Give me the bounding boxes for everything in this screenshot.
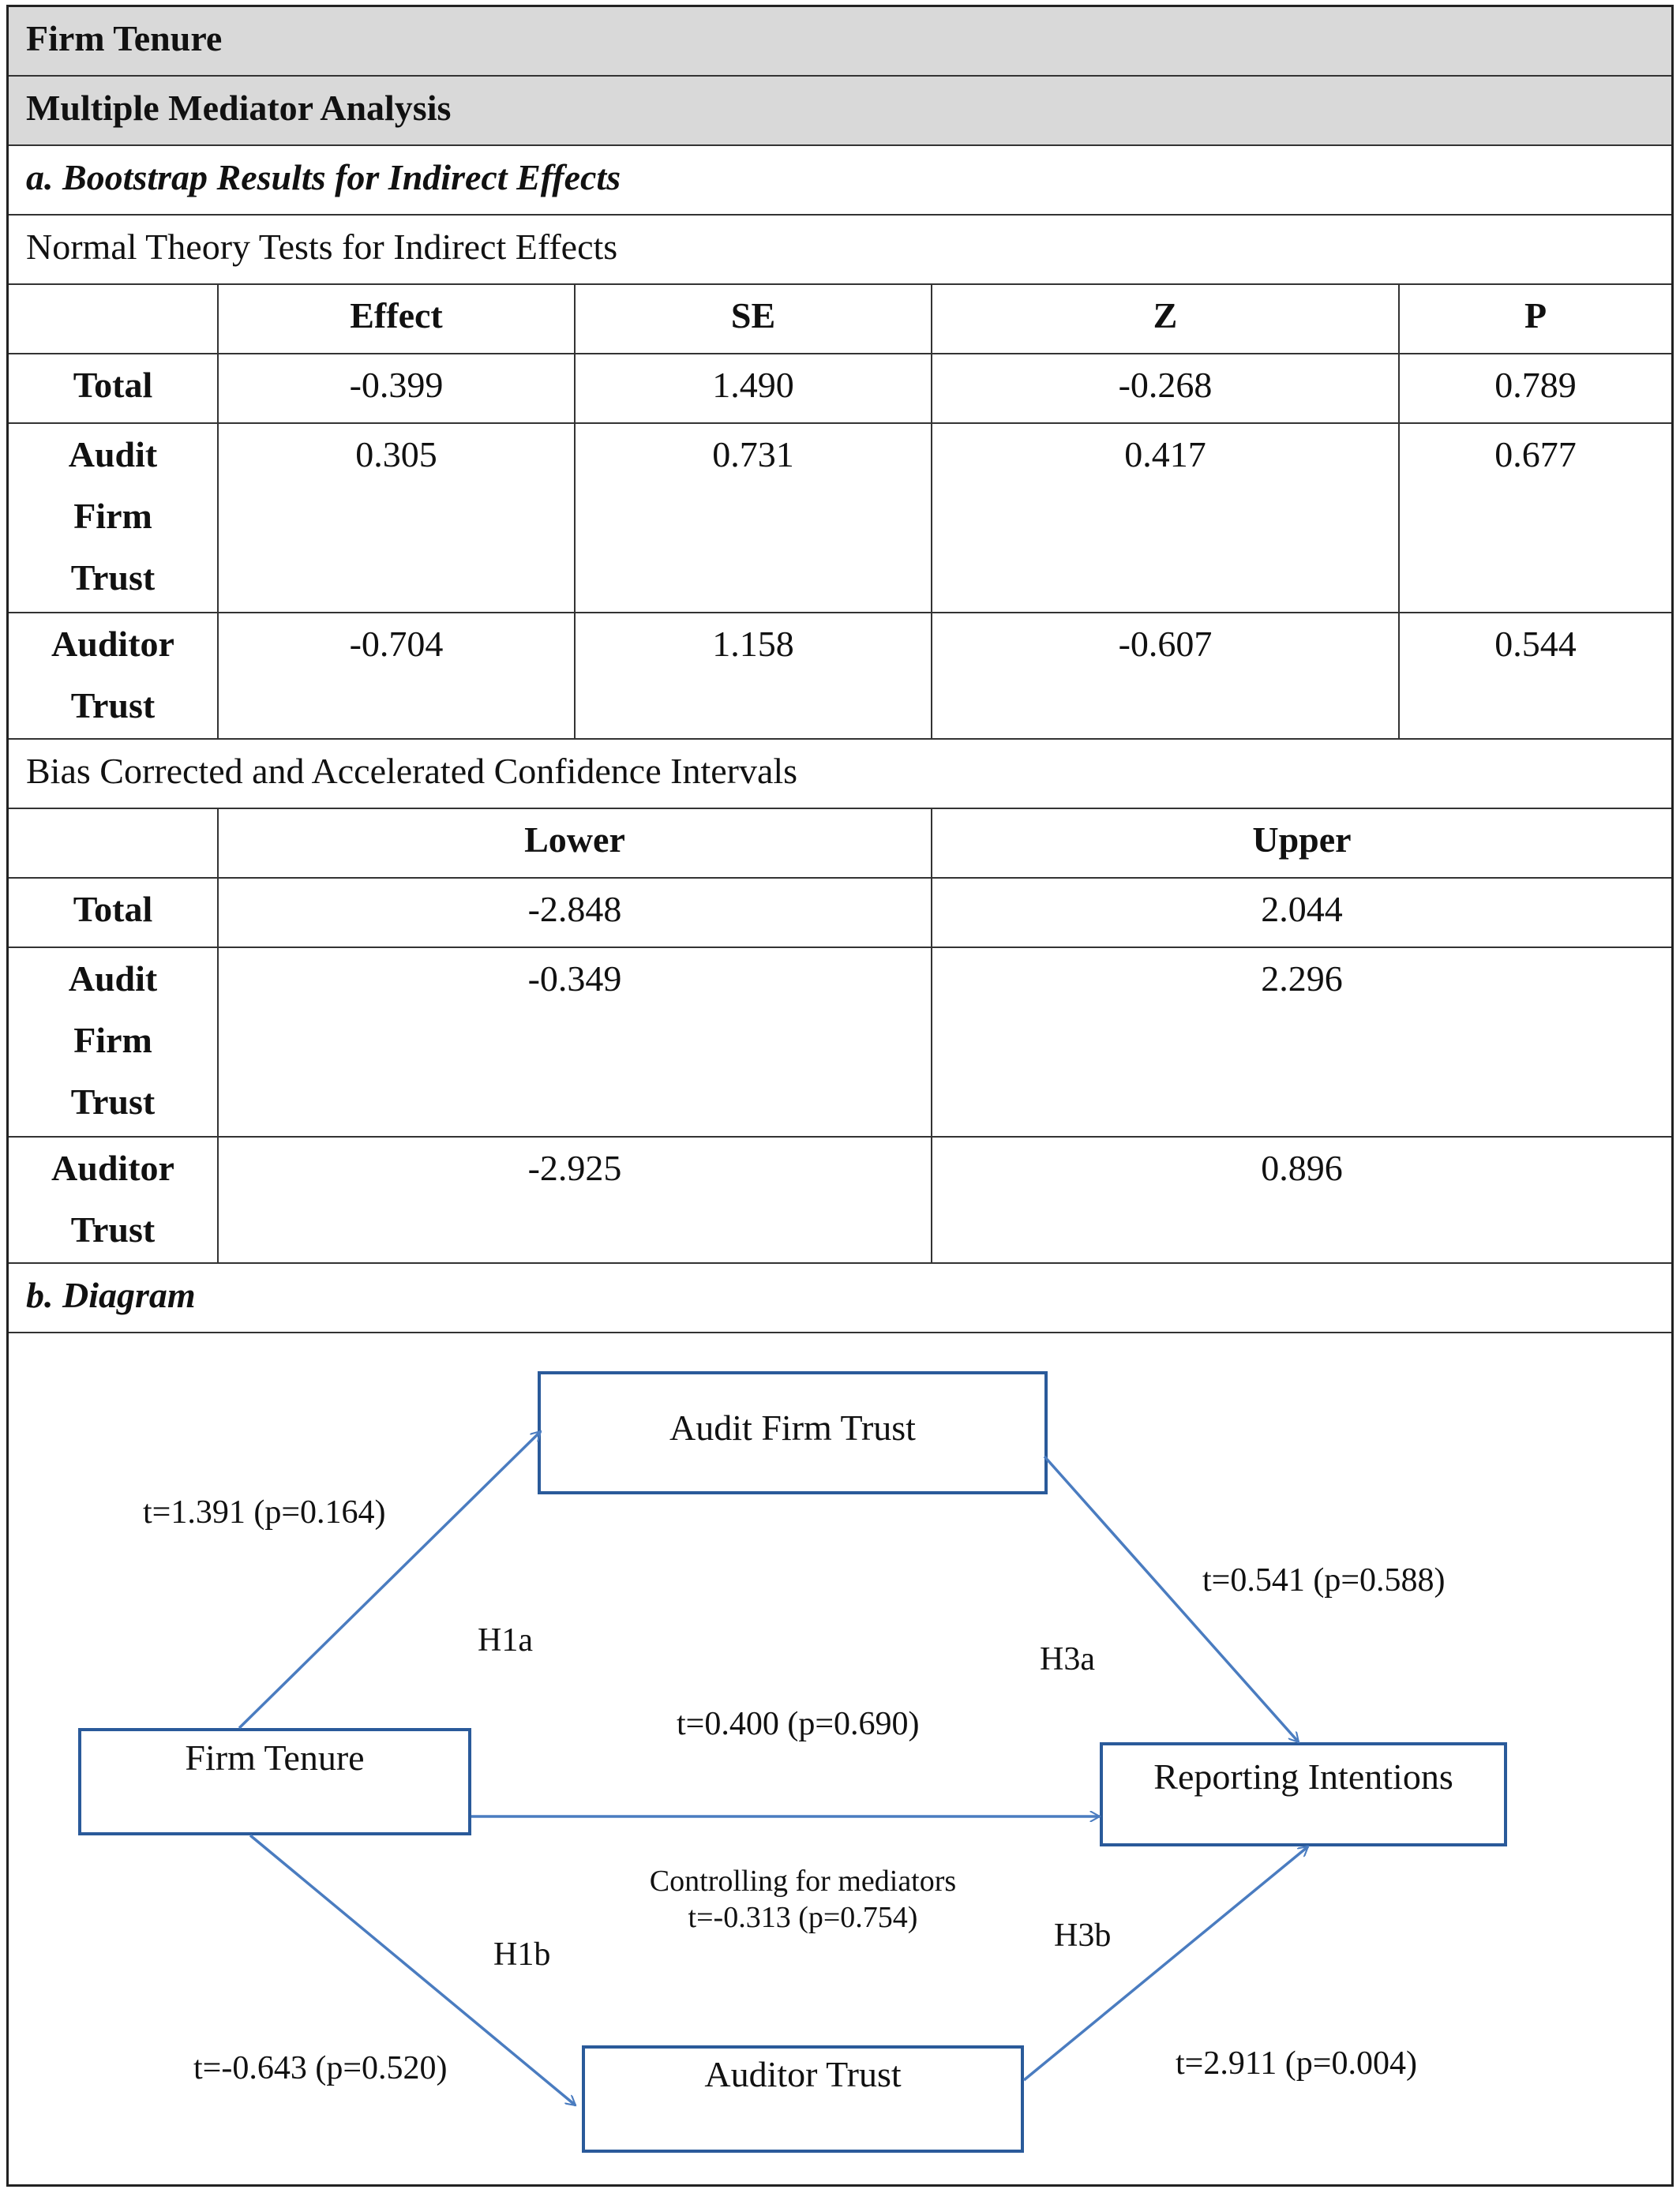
row-label (9, 613, 217, 738)
row-label (9, 879, 217, 947)
mediation-diagram (9, 1333, 1671, 2184)
column-header-upper: Upper (931, 809, 1671, 877)
row-label (9, 354, 217, 422)
row-label-line: Trust (70, 557, 156, 598)
column-header-z: Z (931, 285, 1398, 353)
row-label-line: Firm (73, 1020, 152, 1060)
row-label-line: Auditor (51, 1148, 174, 1188)
table-row (9, 948, 1671, 1138)
controlling-for-mediators-label: Controlling for mediators (649, 1865, 957, 1898)
row-label-line: Total (73, 365, 153, 405)
table-row (9, 879, 1671, 948)
h3a-stat: t=0.541 (p=0.588) (1202, 1562, 1446, 1599)
h1b-stat: t=-0.643 (p=0.520) (193, 2050, 448, 2086)
results-document (6, 5, 1674, 2187)
banner-title: Firm Tenure (9, 7, 1671, 77)
upper-value: 0.896 (931, 1138, 1671, 1262)
table-row (9, 613, 1671, 740)
h3b-label: H3b (1054, 1917, 1112, 1954)
normal-tests-title: Normal Theory Tests for Indirect Effects (9, 216, 1671, 285)
row-label (9, 948, 217, 1136)
normal-tests-header-row (9, 285, 1671, 354)
table-row (9, 1138, 1671, 1264)
column-header-lower: Lower (217, 809, 931, 877)
table-row (9, 424, 1671, 613)
section-b-title: b. Diagram (9, 1264, 1671, 1333)
column-header-p: P (1398, 285, 1671, 353)
section-a-title: a. Bootstrap Results for Indirect Effects (9, 146, 1671, 216)
row-label-line: Audit (68, 958, 158, 999)
p-value: 0.789 (1398, 354, 1671, 422)
diagram-canvas (9, 1333, 1671, 2184)
lower-value: -2.848 (217, 879, 931, 947)
ci-header-row (9, 809, 1671, 879)
reporting-intentions-label: Reporting Intentions (1153, 1756, 1453, 1797)
h3a-label: H3a (1040, 1641, 1095, 1678)
effect-value: -0.399 (217, 354, 574, 422)
arrow-h3a (1044, 1456, 1299, 1742)
lower-value: -2.925 (217, 1138, 931, 1262)
row-label-line: Total (73, 889, 153, 929)
controlling-for-mediators-stat: t=-0.313 (p=0.754) (688, 1901, 918, 1934)
auditor-trust-label: Auditor Trust (704, 2054, 902, 2094)
lower-value: -0.349 (217, 948, 931, 1136)
se-value: 1.490 (574, 354, 931, 422)
h1a-label: H1a (478, 1622, 533, 1659)
firm-tenure-label: Firm Tenure (185, 1738, 365, 1778)
h3b-stat: t=2.911 (p=0.004) (1176, 2045, 1417, 2082)
effect-value: 0.305 (217, 424, 574, 612)
header-blank-cell (9, 285, 217, 353)
column-header-se: SE (574, 285, 931, 353)
row-label (9, 424, 217, 612)
upper-value: 2.044 (931, 879, 1671, 947)
upper-value: 2.296 (931, 948, 1671, 1136)
column-header-effect: Effect (217, 285, 574, 353)
audit-firm-trust-label: Audit Firm Trust (669, 1408, 916, 1448)
h1a-stat: t=1.391 (p=0.164) (143, 1494, 386, 1531)
row-label-line: Trust (70, 685, 156, 725)
se-value: 0.731 (574, 424, 931, 612)
row-label-line: Auditor (51, 624, 174, 664)
se-value: 1.158 (574, 613, 931, 738)
arrow-h1a (239, 1431, 541, 1728)
banner-subtitle: Multiple Mediator Analysis (9, 77, 1671, 146)
p-value: 0.544 (1398, 613, 1671, 738)
effect-value: -0.704 (217, 613, 574, 738)
row-label-line: Firm (73, 496, 152, 536)
h1b-label: H1b (493, 1936, 551, 1973)
z-value: -0.268 (931, 354, 1398, 422)
header-blank-cell (9, 809, 217, 877)
p-value: 0.677 (1398, 424, 1671, 612)
row-label-line: Trust (70, 1082, 156, 1122)
z-value: 0.417 (931, 424, 1398, 612)
row-label-line: Audit (68, 434, 158, 474)
z-value: -0.607 (931, 613, 1398, 738)
confidence-intervals-title: Bias Corrected and Accelerated Confidence Intervals (9, 740, 1671, 809)
row-label (9, 1138, 217, 1262)
row-label-line: Trust (70, 1209, 156, 1250)
direct-effect-stat: t=0.400 (p=0.690) (677, 1706, 920, 1742)
table-row (9, 354, 1671, 424)
